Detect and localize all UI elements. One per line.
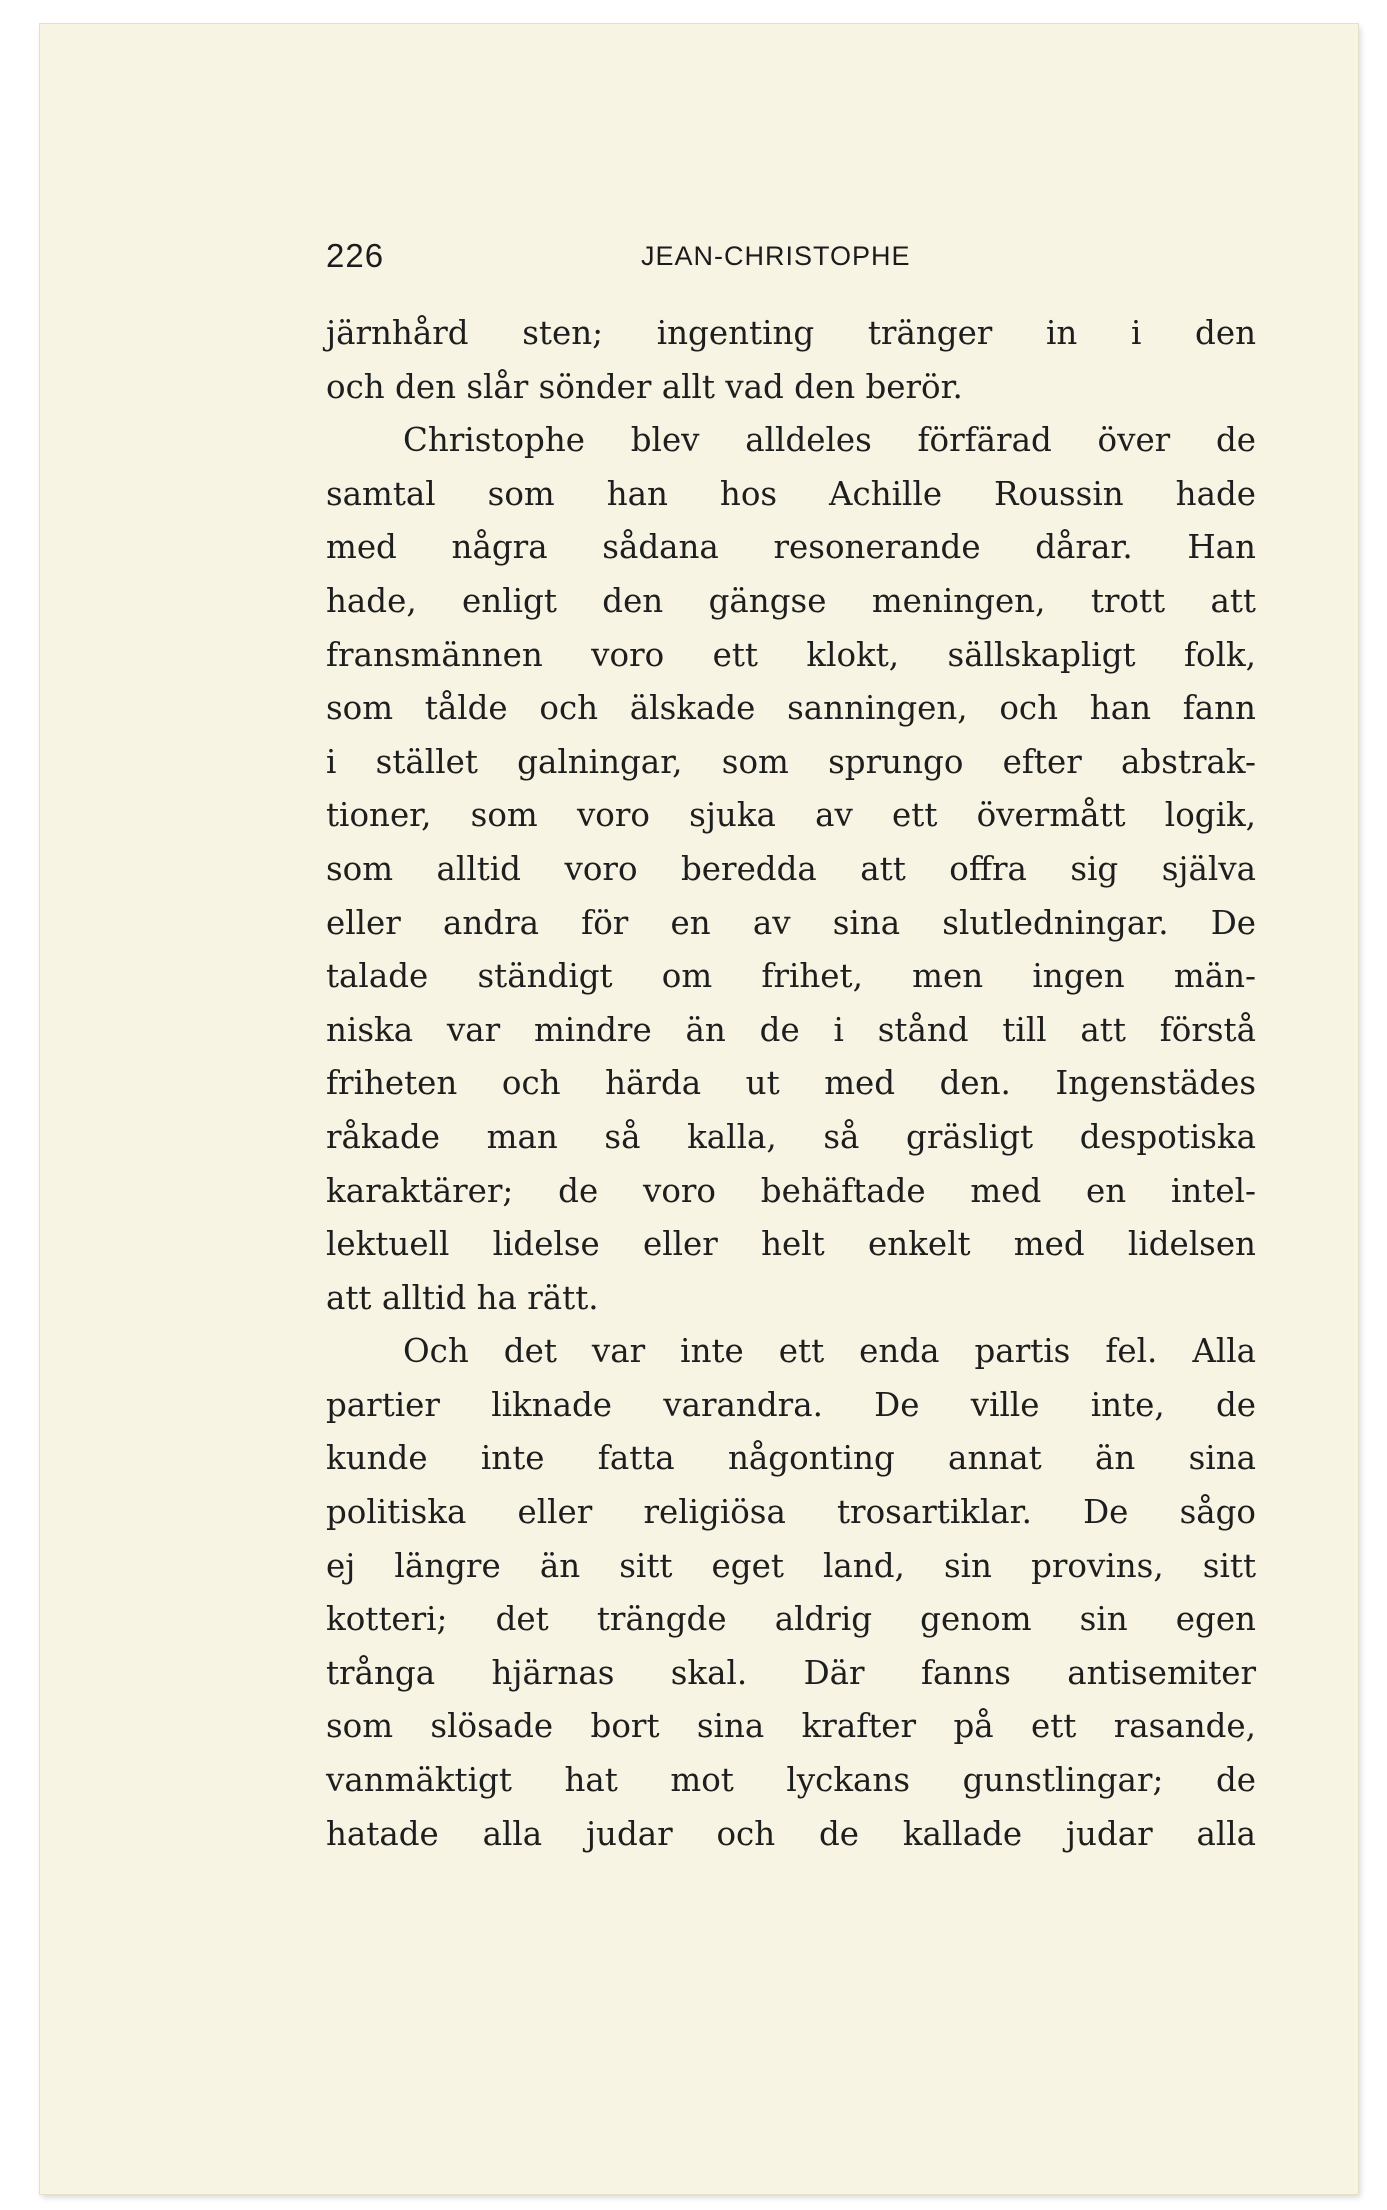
text-line: som alltid voro beredda att offra sig själva xyxy=(326,849,1256,888)
text-line: ej längre än sitt eget land, sin provins, sitt xyxy=(326,1546,1256,1585)
page-header xyxy=(326,237,1256,287)
text-line: kotteri; det trängde aldrig genom sin egen xyxy=(326,1600,1256,1639)
paragraph-start-line: Christophe blev alldeles förfärad över de xyxy=(403,421,1256,460)
text-line: råkade man så kalla, så gräsligt despotiska xyxy=(326,1117,1256,1156)
text-line: järnhård sten; ingenting tränger in i den xyxy=(326,314,1256,352)
text-line: karaktärer; de voro behäftade med en intel- xyxy=(326,1171,1256,1210)
text-line: talade ständigt om frihet, men ingen män- xyxy=(326,957,1256,996)
paragraph-start-line: Och det var inte ett enda partis fel. Alla xyxy=(403,1332,1256,1371)
text-line: vanmäktigt hat mot lyckans gunstlingar; de xyxy=(326,1761,1256,1800)
text-line: trånga hjärnas skal. Där fanns antisemiter xyxy=(326,1653,1256,1692)
text-line: friheten och härda ut med den. Ingenstädes xyxy=(326,1064,1256,1103)
text-line: hade, enligt den gängse meningen, trott att xyxy=(326,581,1256,620)
text-line: niska var mindre än de i stånd till att förstå xyxy=(326,1010,1256,1049)
text-line: att alltid ha rätt. xyxy=(326,1278,599,1317)
text-line: eller andra för en av sina slutledningar. De xyxy=(326,903,1256,942)
text-line: som tålde och älskade sanningen, och han fann xyxy=(326,689,1256,728)
text-line: partier liknade varandra. De ville inte, de xyxy=(326,1385,1256,1424)
page-number: 226 xyxy=(326,237,385,274)
text-line: som slösade bort sina krafter på ett rasande, xyxy=(326,1707,1256,1746)
text-line: samtal som han hos Achille Roussin hade xyxy=(326,474,1256,513)
text-line: tioner, som voro sjuka av ett övermått logik, xyxy=(326,796,1256,835)
text-line: politiska eller religiösa trosartiklar. De sågo xyxy=(326,1493,1256,1532)
book-page xyxy=(40,24,1358,2194)
text-line: fransmännen voro ett klokt, sällskapligt folk, xyxy=(326,635,1256,674)
text-line: kunde inte fatta någonting annat än sina xyxy=(326,1439,1256,1478)
text-line: och den slår sönder allt vad den berör. xyxy=(326,367,963,406)
text-line: med några sådana resonerande dårar. Han xyxy=(326,528,1256,567)
running-head: JEAN-CHRISTOPHE xyxy=(641,241,911,271)
text-line: i stället galningar, som sprungo efter abstrak- xyxy=(326,742,1256,781)
text-line: lektuell lidelse eller helt enkelt med lidelsen xyxy=(326,1225,1256,1264)
body-text xyxy=(326,307,1256,1861)
text-line: hatade alla judar och de kallade judar alla xyxy=(326,1814,1256,1853)
